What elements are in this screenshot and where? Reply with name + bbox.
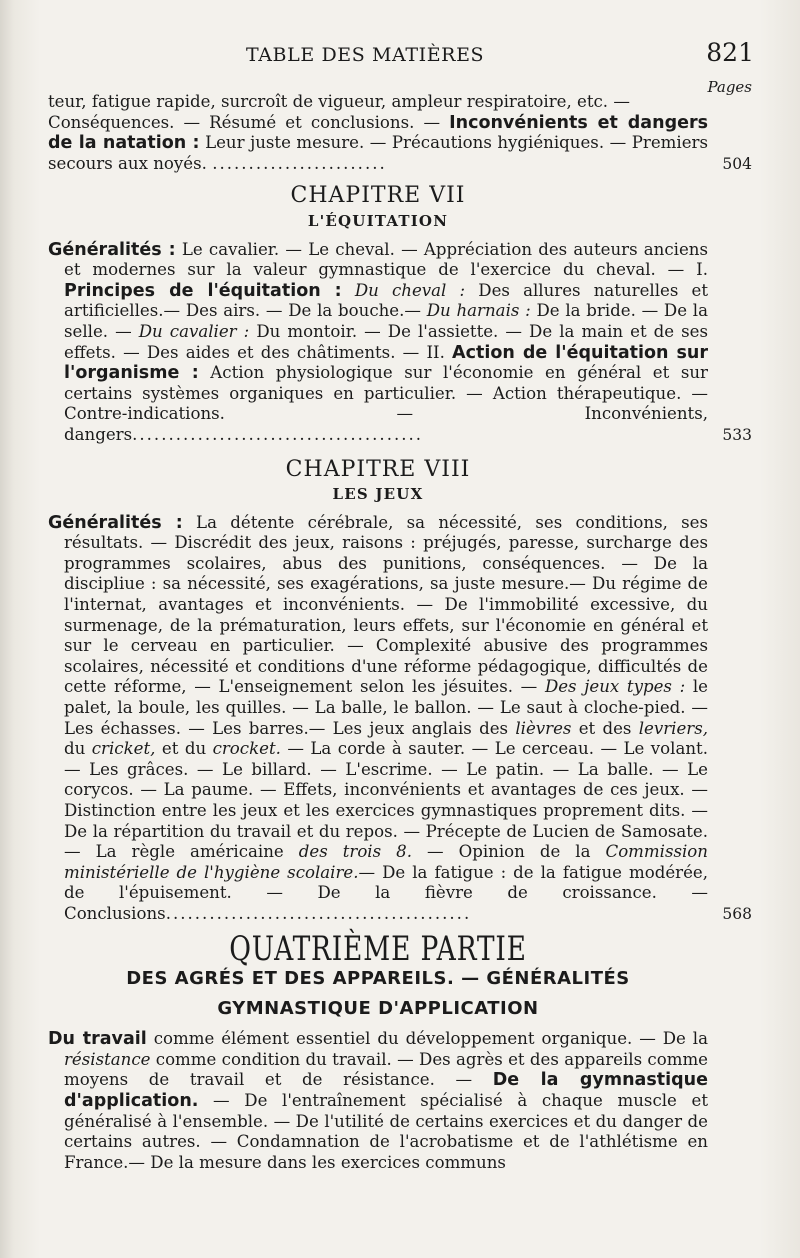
pages-column-label: Pages [707,78,752,96]
running-title: TABLE DES MATIÈRES [246,44,485,66]
page-ref: 533 [722,425,752,444]
toc-entry-natation: teur, fatigue rapide, surcroît de vigueur, ampleur respiratoire, etc. — Conséquences. — Résumé et conclusions. — Inconvénients et dangers de la natation : Leur juste mesure. — Précautions hygiéniques. — Premiers secours aux noyés. ........................ 504 [48,92,752,173]
chapter-title: CHAPITRE VII [290,183,466,209]
leader-dots: ........................ [212,153,387,173]
toc-entry-travail: Du travail comme élément essentiel du développement organique. — De la résistance comme condition du travail. — Des agrès et des appareils comme moyens de travail et de résistance. — De la gymnastique d'application. — De l'entraînement spécialisé à chaque muscle et généralisé à l'ensemble. — De l'utilité de certains exercices et du danger de certains autres. — Condamnation de l'acrobatisme et de l'athlétisme en France.— De la mesure dans les exercices communs [48,1029,708,1172]
leader-dots: ........................................ [132,424,424,444]
toc-body [48,90,752,1173]
chapter-subtitle: L'ÉQUITATION [307,211,449,230]
chapter-subtitle: LES JEUX [332,485,424,504]
part-subtitle-line1: DES AGRÉS ET DES APPAREILS. — GÉNÉRALITÉS [126,968,630,990]
entry-heading: Inconvénients et dangers de la natation : [48,112,709,154]
page-ref: 504 [722,154,752,173]
chapter-title: CHAPITRE VIII [285,456,471,482]
part-subtitle-line2: GYMNASTIQUE D'APPLICATION [217,998,539,1020]
leader-dots: .......................................... [165,903,472,923]
page-header [60,38,754,74]
page-ref: 568 [722,904,752,923]
toc-entry-equitation: Généralités : Le cavalier. — Le cheval. — Appréciation des auteurs anciens et modernes sur la valeur gymnastique de l'exercice du cheval. — I. Principes de l'équitation : Du cheval : Des allures naturelles et artificielles.— Des airs. — De la bouche.— Du harnais : De la bride. — De la selle. — Du cavalier : Du montoir. — De l'assiette. — De la main et de ses effets. — Des aides et des châtiments. — II. Action de l'équitation sur l'organisme : Action physiologique sur l'économie en général et sur certains systèmes organiques en particulier. — Action thérapeutique. — Contre-indications. — Inconvénients, dangers........................................ 533 [48,239,752,444]
toc-entry-jeux: Généralités : La détente cérébrale, sa nécessité, ses conditions, ses résultats. — Discrédit des jeux, raisons : préjugés, paresse, surcharge des programmes scolaires, abus des punitions, conséquences. — De la discipliue : sa nécessité, ses exagérations, sa juste mesure.— Du régime de l'internat, avantages et inconvénients. — De l'immobilité excessive, du surmenage, de la prématuration, leurs effets, sur l'économie en général et sur le cerveau en particulier. — Complexité abusive des programmes scolaires, nécessité et conditions d'une réforme pédagogique, difficultés de cette réforme, — L'enseignement selon les jésuites. — Des jeux types : le palet, la boule, les quilles. — La balle, le ballon. — Le saut à cloche-pied. — Les échasses. — Les barres.— Les jeux anglais des lièvres et des levriers, du cricket, et du crocket. — La corde à sauter. — Le cerceau. — Le volant. — Les grâces. — Le billard. — L'escrime. — Le patin. — La balle. — Le corycos. — La paume. — Effets, inconvénients et avantages de ces jeux. — Distinction entre les jeux et les exercices gymnastiques proprement dits. — De la répartition du travail et du repos. — Précepte de Lucien de Samosate. — La règle américaine des trois 8. — Opinion de la Commission ministérielle de l'hygiène scolaire.— De la fatigue : de la fatigue modérée, de l'épuisement. — De la fièvre de croissance. — Conclusions.......................................... 568 [48,512,752,923]
part-title: QUATRIÈME PARTIE [229,928,527,969]
page-number: 821 [706,38,754,67]
